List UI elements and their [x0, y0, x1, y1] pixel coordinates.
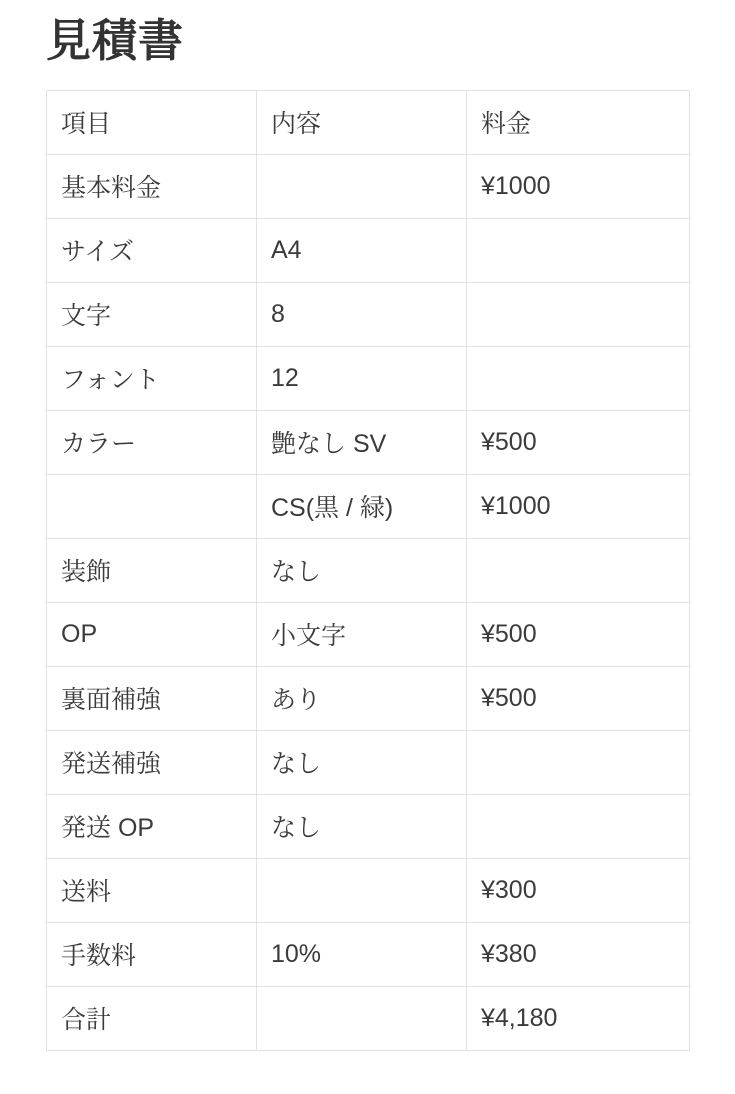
table-row [47, 539, 690, 603]
cell-item: 基本料金 [47, 155, 257, 219]
table-row [47, 923, 690, 987]
cell-detail: なし [257, 731, 467, 795]
table-row [47, 475, 690, 539]
table-row [47, 219, 690, 283]
table-row [47, 795, 690, 859]
table-row [47, 667, 690, 731]
quote-table [46, 90, 690, 1051]
cell-item: 装飾 [47, 539, 257, 603]
cell-price: ¥1000 [467, 475, 690, 539]
table-row [47, 603, 690, 667]
cell-price: ¥300 [467, 859, 690, 923]
cell-detail: 10% [257, 923, 467, 987]
cell-detail: なし [257, 539, 467, 603]
cell-detail: CS(黒 / 緑) [257, 475, 467, 539]
cell-item: 裏面補強 [47, 667, 257, 731]
table-header-row [47, 91, 690, 155]
cell-price [467, 731, 690, 795]
cell-detail: 8 [257, 283, 467, 347]
page-title: 見積書 [46, 15, 185, 66]
table-row-total [47, 987, 690, 1051]
table-row [47, 731, 690, 795]
cell-detail: 12 [257, 347, 467, 411]
cell-detail [257, 987, 467, 1051]
cell-item: 文字 [47, 283, 257, 347]
cell-price [467, 795, 690, 859]
column-header-item: 項目 [47, 91, 257, 155]
cell-price: ¥500 [467, 411, 690, 475]
cell-detail [257, 155, 467, 219]
cell-item: 合計 [47, 987, 257, 1051]
cell-item: 発送 OP [47, 795, 257, 859]
cell-price [467, 347, 690, 411]
cell-item: カラー [47, 411, 257, 475]
cell-detail: A4 [257, 219, 467, 283]
cell-price: ¥500 [467, 667, 690, 731]
document-page [0, 14, 735, 1094]
cell-price: ¥4,180 [467, 987, 690, 1051]
cell-detail [257, 859, 467, 923]
cell-price [467, 219, 690, 283]
cell-price: ¥1000 [467, 155, 690, 219]
table-header [47, 91, 690, 155]
table-row [47, 283, 690, 347]
column-header-price: 料金 [467, 91, 690, 155]
cell-item: 送料 [47, 859, 257, 923]
cell-item: フォント [47, 347, 257, 411]
cell-detail: あり [257, 667, 467, 731]
cell-price [467, 283, 690, 347]
cell-item: OP [47, 603, 257, 667]
cell-price [467, 539, 690, 603]
table-row [47, 411, 690, 475]
table-body [47, 155, 690, 1051]
table-row [47, 859, 690, 923]
cell-detail: 艶なし SV [257, 411, 467, 475]
cell-detail: 小文字 [257, 603, 467, 667]
cell-price: ¥500 [467, 603, 690, 667]
cell-item: 発送補強 [47, 731, 257, 795]
column-header-detail: 内容 [257, 91, 467, 155]
cell-item: 手数料 [47, 923, 257, 987]
cell-item: サイズ [47, 219, 257, 283]
cell-price: ¥380 [467, 923, 690, 987]
cell-item [47, 475, 257, 539]
table-row [47, 347, 690, 411]
table-row [47, 155, 690, 219]
cell-detail: なし [257, 795, 467, 859]
